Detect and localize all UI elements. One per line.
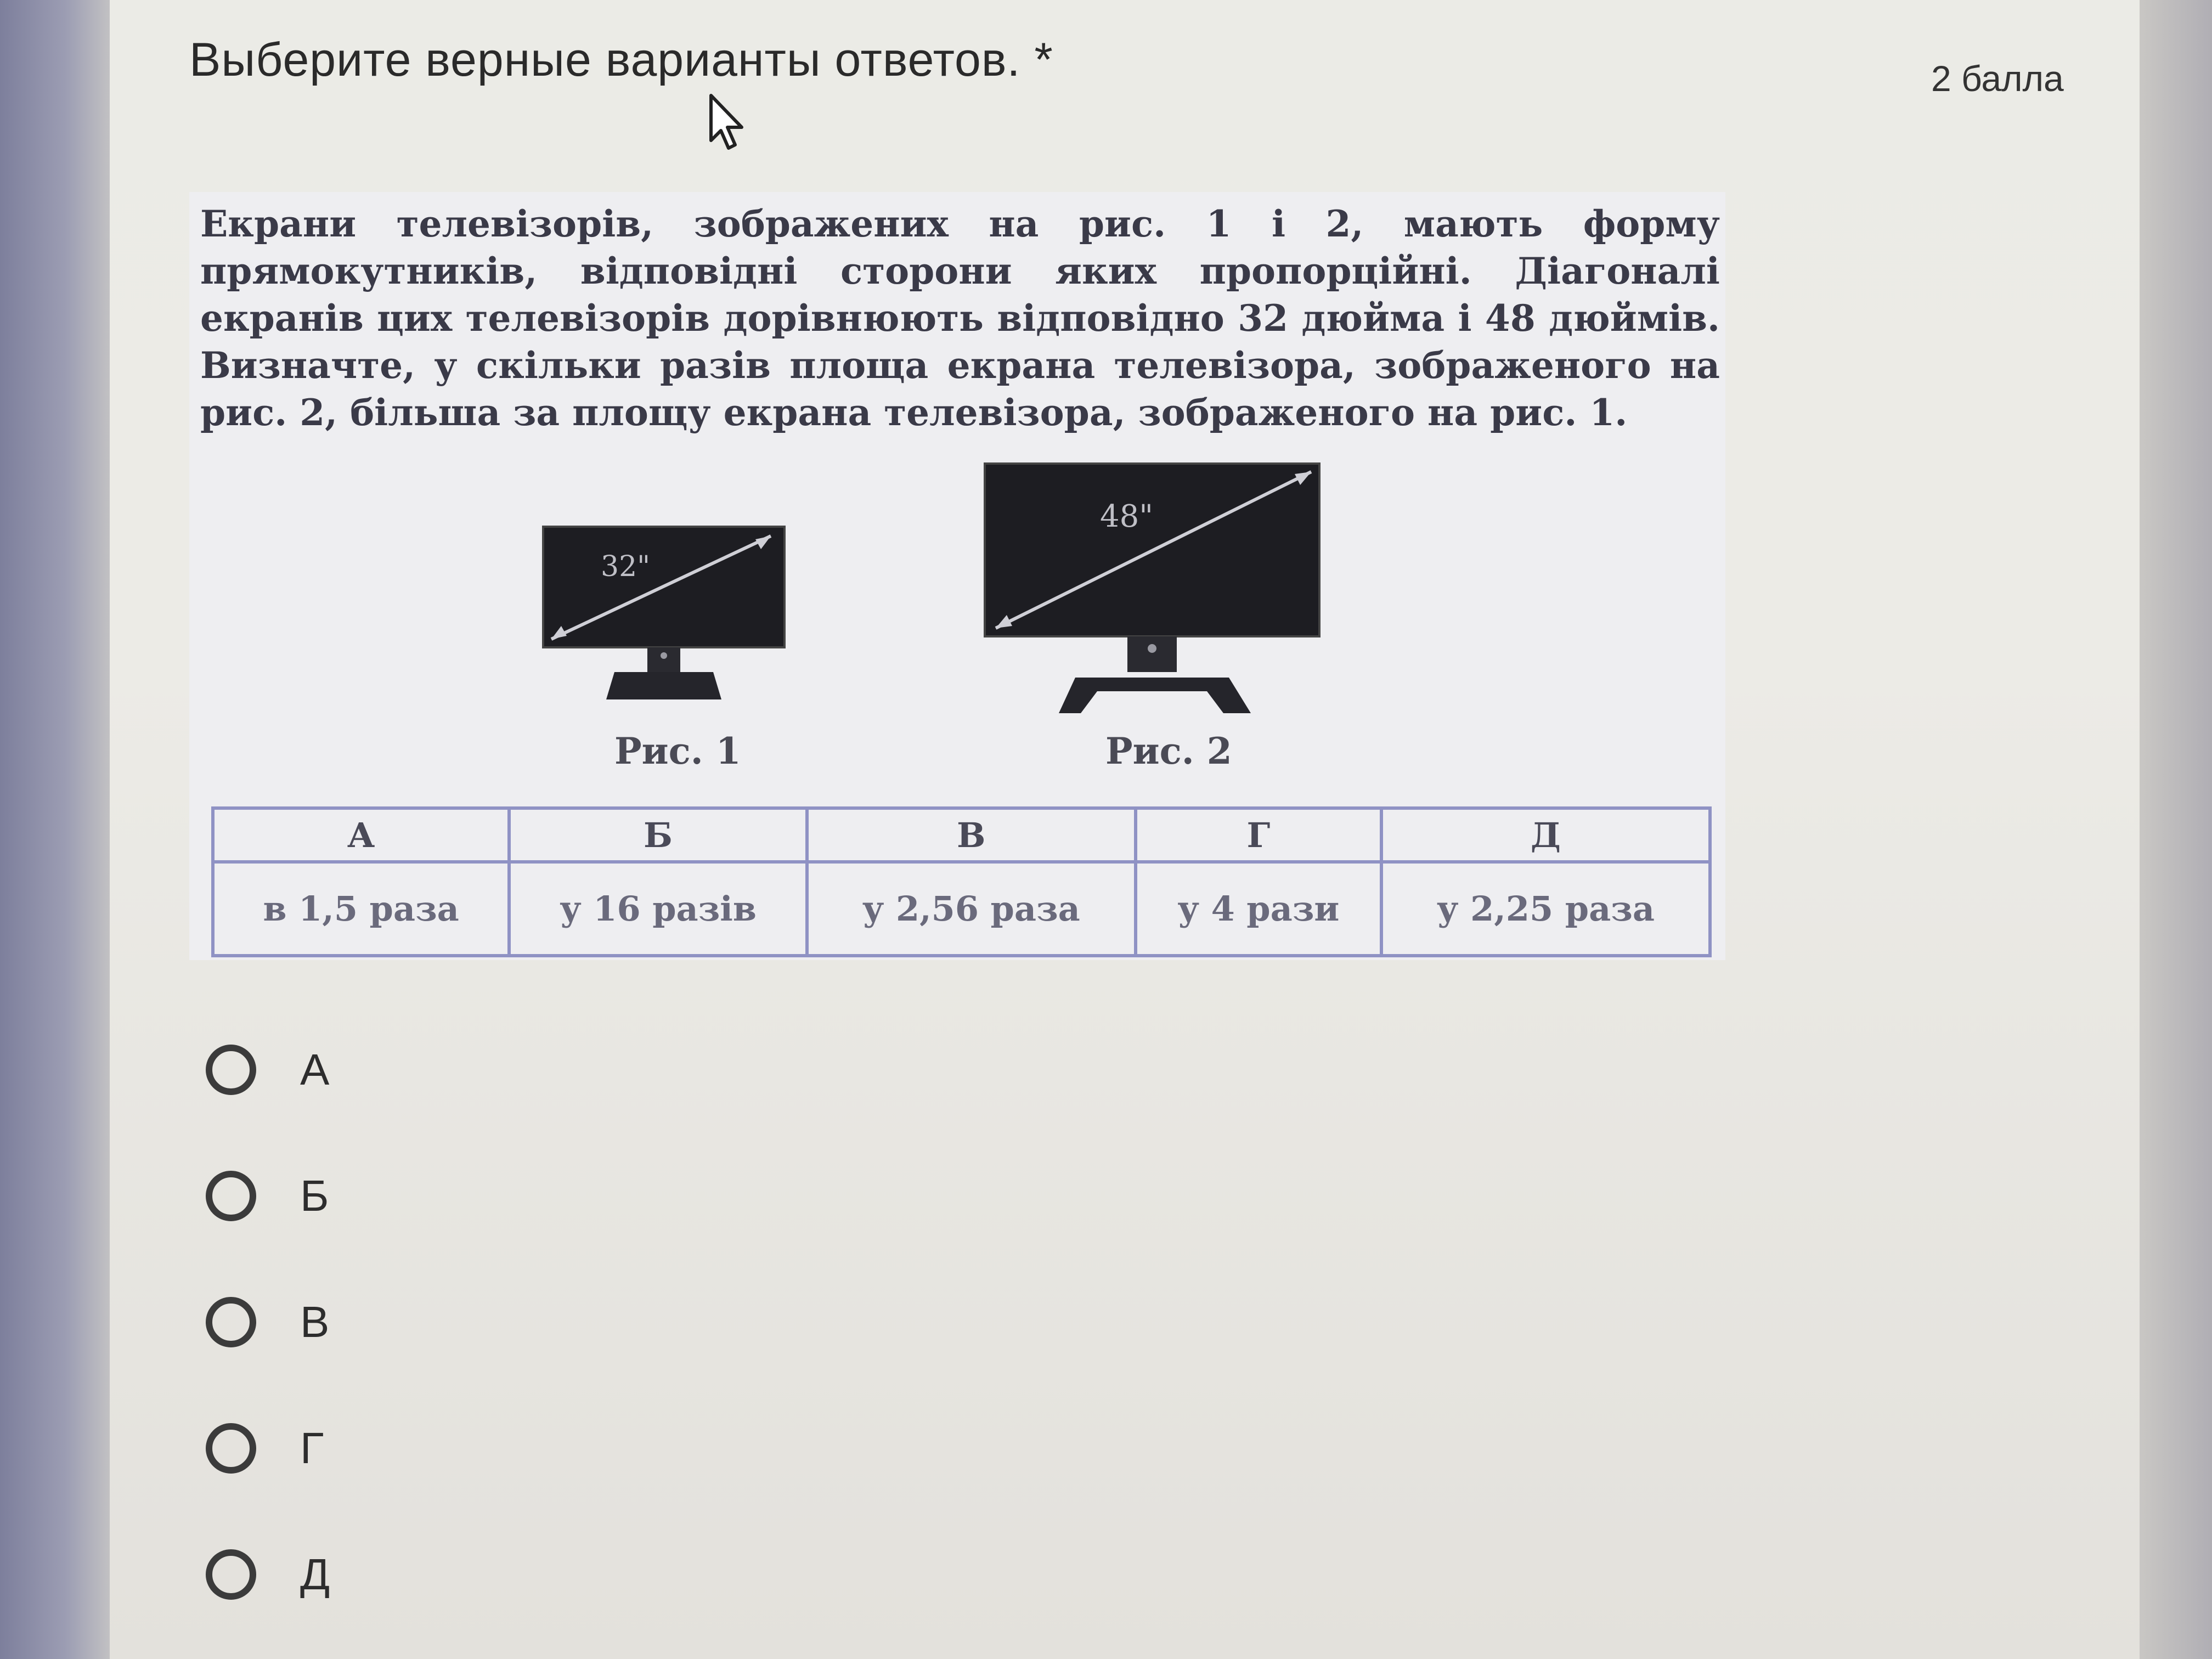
table-value-cell: у 2,25 раза	[1381, 862, 1710, 956]
table-header-cell: В	[807, 808, 1136, 862]
problem-text: Екрани телевізорів, зображених на рис. 1 і 2, мають форму прямокутників, відповідні сторони яких пропорційні. Діагоналі екранів цих телевізорів дорівнюють відповідно 32 дюйма і 48 дюймів. Визначте, у скільки разів площа екрана телевізора, зображеного на рис. 2, більша за площу екрана телевізора, зображеного на рис. 1.	[200, 202, 1720, 434]
fig2-diagonal-label: 48"	[1100, 499, 1154, 534]
option-label: В	[300, 1297, 330, 1346]
radio-button[interactable]	[206, 1297, 256, 1347]
option-d[interactable]	[206, 1542, 330, 1607]
radio-button[interactable]	[206, 1423, 256, 1474]
fig1-caption: Рис. 1	[614, 730, 741, 772]
table-header-cell: Д	[1381, 808, 1710, 862]
option-g[interactable]	[206, 1415, 324, 1481]
tv-figure-2	[982, 461, 1322, 719]
tv-figure-1	[540, 524, 787, 705]
table-value-cell: у 4 рази	[1136, 862, 1381, 956]
table-header-cell: Г	[1136, 808, 1381, 862]
option-a[interactable]	[206, 1037, 329, 1103]
question-title	[189, 33, 1053, 87]
fig2-caption: Рис. 2	[1105, 730, 1232, 772]
table-value-cell: в 1,5 раза	[213, 862, 509, 956]
table-value-cell: у 2,56 раза	[807, 862, 1136, 956]
option-label: Б	[300, 1171, 329, 1220]
radio-button[interactable]	[206, 1171, 256, 1221]
mouse-pointer-icon	[708, 93, 746, 154]
radio-button[interactable]	[206, 1045, 256, 1095]
table-header-cell: Б	[509, 808, 806, 862]
radio-button[interactable]	[206, 1549, 256, 1600]
answer-table-header-row	[213, 808, 1710, 862]
answer-table	[211, 806, 1712, 957]
table-value-cell: у 16 разів	[509, 862, 806, 956]
option-label: А	[300, 1045, 330, 1094]
table-header-cell: А	[213, 808, 509, 862]
required-mark: *	[1034, 33, 1053, 86]
question-title-text: Выберите верные варианты ответов.	[189, 33, 1021, 86]
option-b[interactable]	[206, 1163, 329, 1229]
fig1-diagonal-label: 32"	[601, 550, 651, 583]
answer-table-value-row	[213, 862, 1710, 956]
option-v[interactable]	[206, 1289, 329, 1355]
option-label: Г	[300, 1424, 324, 1472]
option-label: Д	[300, 1550, 330, 1599]
question-points: 2 балла	[1931, 58, 2064, 99]
